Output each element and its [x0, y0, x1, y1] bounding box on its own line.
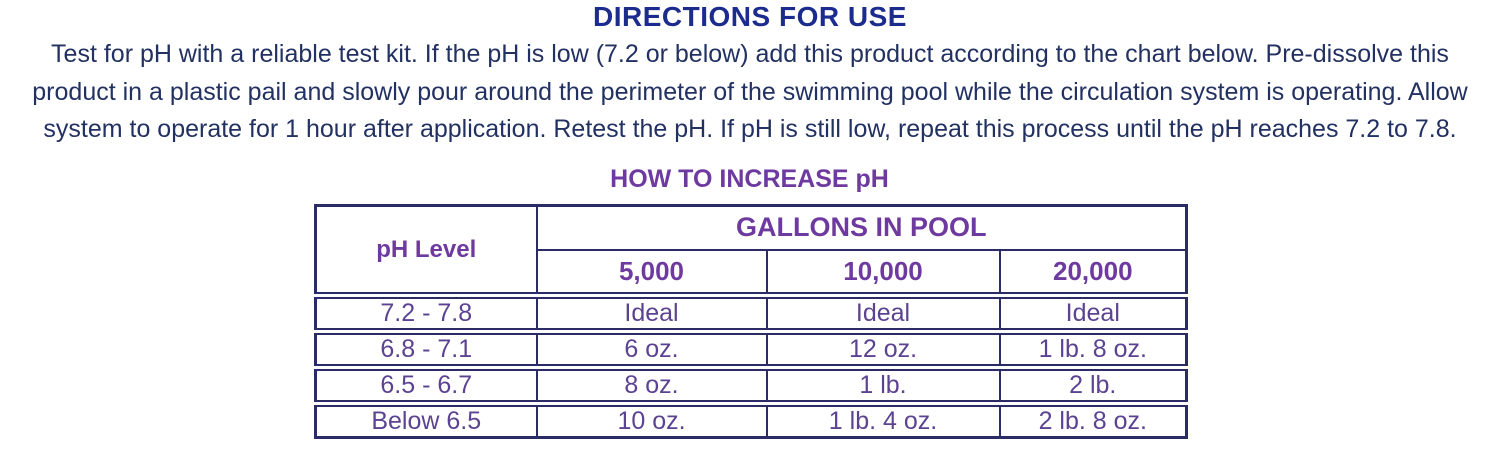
col-header-10000: 10,000 — [767, 250, 1000, 296]
dose-cell: 10 oz. — [537, 404, 767, 438]
gallons-group-header-cell: GALLONS IN POOL — [537, 206, 1187, 250]
ph-table-head — [316, 206, 1187, 296]
group-header-row — [316, 206, 1187, 250]
col-header-5000: 5,000 — [537, 250, 767, 296]
ph-range-cell: Below 6.5 — [316, 404, 537, 438]
directions-line-2: product in a plastic pail and slowly pour around the perimeter of the swimming pool while the circulation system is operating. Allow — [32, 77, 1468, 106]
table-row — [316, 332, 1187, 368]
dose-cell: Ideal — [537, 296, 767, 332]
dose-cell: Ideal — [767, 296, 1000, 332]
increase-ph-section — [314, 167, 1185, 439]
dose-cell: 2 lb. 8 oz. — [1000, 404, 1187, 438]
ph-range-cell: 6.5 - 6.7 — [316, 368, 537, 404]
ph-level-header-cell: pH Level — [316, 206, 537, 296]
dose-cell: 2 lb. — [1000, 368, 1187, 404]
directions-line-3: system to operate for 1 hour after application. Retest the pH. If pH is still low, repeat this process until the pH reaches 7.2 to 7.8. — [43, 115, 1457, 143]
dose-cell: 12 oz. — [767, 332, 1000, 368]
table-row — [316, 368, 1187, 404]
dose-cell: 6 oz. — [537, 332, 767, 368]
directions-paragraph — [0, 36, 1500, 149]
dose-cell: Ideal — [1000, 296, 1187, 332]
col-header-20000: 20,000 — [1000, 250, 1187, 296]
dose-cell: 8 oz. — [537, 368, 767, 404]
table-row — [316, 404, 1187, 438]
increase-ph-title: HOW TO INCREASE pH — [610, 165, 889, 193]
directions-line-1: Test for pH with a reliable test kit. If the pH is low (7.2 or below) add this product according to the chart below. Pre-dissolve this — [51, 40, 1449, 68]
directions-title: DIRECTIONS FOR USE — [593, 1, 907, 32]
ph-table-body — [316, 296, 1187, 438]
ph-dosage-table — [314, 204, 1188, 439]
dose-cell: 1 lb. 8 oz. — [1000, 332, 1187, 368]
dose-cell: 1 lb. 4 oz. — [767, 404, 1000, 438]
dose-cell: 1 lb. — [767, 368, 1000, 404]
ph-range-cell: 7.2 - 7.8 — [316, 296, 537, 332]
ph-range-cell: 6.8 - 7.1 — [316, 332, 537, 368]
table-row — [316, 296, 1187, 332]
